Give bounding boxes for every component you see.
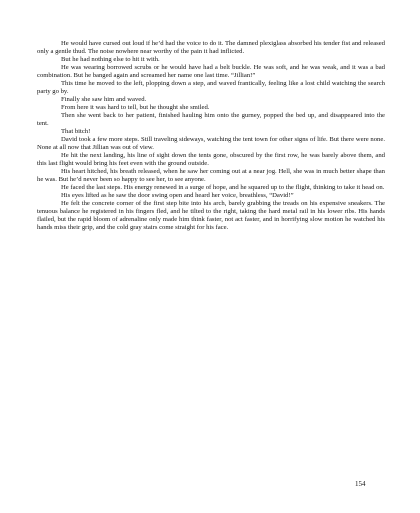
paragraph: From here it was hard to tell, but he thought she smiled.: [61, 104, 210, 111]
page-number: 154: [355, 480, 366, 488]
body-text: [37, 40, 385, 232]
paragraph: His eyes lifted as he saw the door swing open and heard her voice, breathless, “David!”: [61, 192, 294, 199]
paragraph: He felt the concrete corner of the first step bite into his arch, barely grabbing the treads on his expensive sneakers. The tenuous balance he registered in his fingers fled, and he tilted to the right, taking the hard metal rail in his lower ribs. His hands flailed, but the rapid bloom of adrenaline only made him think faster, not act faster, and in horrifying slow motion he watched his hands miss their grip, and the cold gray stairs come straight for his face.: [37, 200, 385, 231]
paragraph: He hit the next landing, his line of sight down the tents gone, obscured by the first row, he was barely above them, and this last flight would bring his feet even with the ground outside.: [37, 152, 385, 167]
paragraph-italic: That bitch!: [61, 128, 91, 135]
paragraph: This time he moved to the left, plopping down a step, and waved frantically, feeling like a lost child watching the search party go by.: [37, 80, 385, 95]
paragraph: He was wearing borrowed scrubs or he would have had a belt buckle. He was soft, and he was weak, and it was a bad combination. But he banged again and screamed her name one last time. “Jillian!”: [37, 64, 385, 79]
paragraph: Finally she saw him and waved.: [61, 96, 147, 103]
paragraph: David took a few more steps. Still traveling sideways, watching the tent town for other signs of life. But there were none. None at all now that Jillian was out of view.: [37, 136, 385, 151]
paragraph: His heart hitched, his breath released, when he saw her coming out at a near jog. Hell, she was in much better shape than he was. But he’d never been so happy to see her, to see anyone.: [37, 168, 385, 183]
paragraph: But he had nothing else to hit it with.: [61, 56, 160, 63]
paragraph: Then she went back to her patient, finished hauling him onto the gurney, popped the bed up, and disappeared into the tent.: [37, 112, 385, 127]
paragraph: He faced the last steps. His energy renewed in a surge of hope, and he squared up to the flight, thinking to take it head on.: [61, 184, 385, 191]
paragraph: He would have cursed out loud if he’d had the voice to do it. The damned plexiglass absorbed his tender fist and released only a gentle thud. The noise nowhere near worthy of the pain it had inflicted.: [37, 40, 385, 55]
